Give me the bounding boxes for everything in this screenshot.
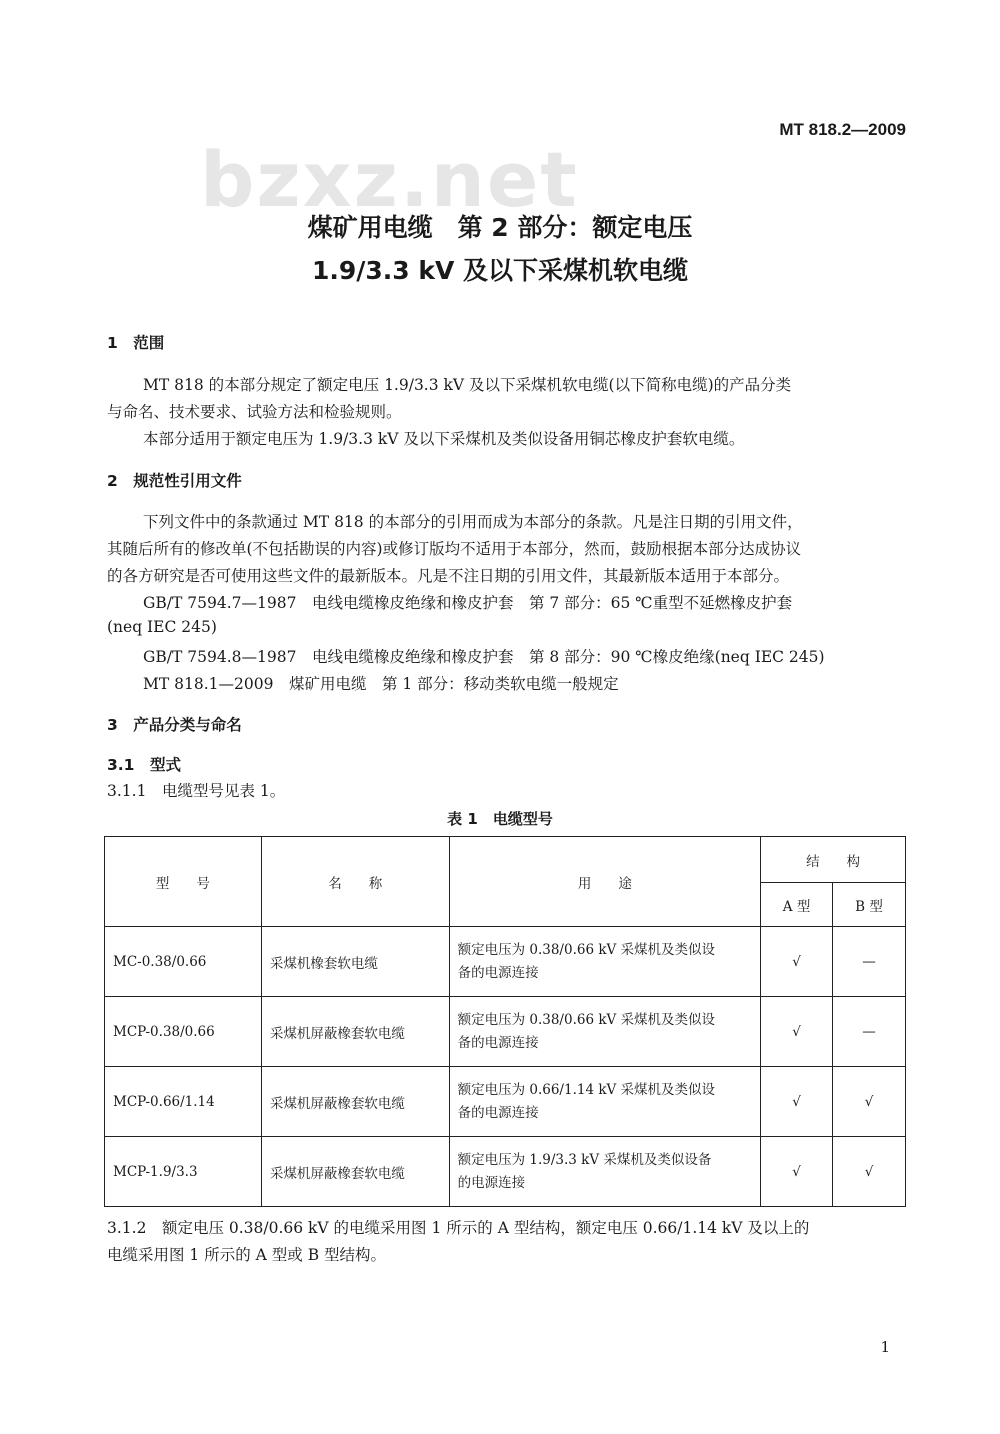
watermark: bzxz.net: [200, 135, 579, 224]
section-3-heading: 3 产品分类与命名: [107, 716, 242, 734]
reference-1-line1: GB/T 7594.7—1987 电线电缆橡皮绝缘和橡皮护套 第 7 部分：65 ℃重型不延燃橡皮护套: [143, 594, 793, 612]
cell-use: 额定电压为 0.38/0.66 kV 采煤机及类似设 备的电源连接: [449, 927, 761, 997]
cell-type-b: √: [833, 1067, 906, 1137]
section-2-para-line1: 下列文件中的条款通过 MT 818 的本部分的引用而成为本部分的条款。凡是注日期的引用文件，: [143, 513, 803, 531]
table-row: [105, 997, 906, 1067]
cell-use: 额定电压为 1.9/3.3 kV 采煤机及类似设备 的电源连接: [449, 1137, 761, 1207]
cell-use: 额定电压为 0.38/0.66 kV 采煤机及类似设 备的电源连接: [449, 997, 761, 1067]
table-row: [105, 1137, 906, 1207]
cell-model: MCP-0.66/1.14: [105, 1067, 262, 1137]
cell-name: 采煤机屏蔽橡套软电缆: [261, 1137, 449, 1207]
cell-name: 采煤机橡套软电缆: [261, 927, 449, 997]
cell-type-b: —: [833, 997, 906, 1067]
cell-type-a: √: [761, 1067, 833, 1137]
header-structure: 结 构: [761, 837, 906, 883]
cell-type-b: √: [833, 1137, 906, 1207]
cell-use: 额定电压为 0.66/1.14 kV 采煤机及类似设 备的电源连接: [449, 1067, 761, 1137]
clause-3-1-1: 3.1.1 电缆型号见表 1。: [107, 782, 286, 800]
reference-1-line2: (neq IEC 245): [107, 618, 217, 636]
cell-model: MCP-1.9/3.3: [105, 1137, 262, 1207]
cell-name: 采煤机屏蔽橡套软电缆: [261, 1067, 449, 1137]
cell-type-a: √: [761, 927, 833, 997]
cell-model: MC-0.38/0.66: [105, 927, 262, 997]
header-name: 名 称: [261, 837, 449, 927]
section-2-heading: 2 规范性引用文件: [107, 472, 242, 490]
cell-model: MCP-0.38/0.66: [105, 997, 262, 1067]
cell-type-b: —: [833, 927, 906, 997]
table-row: [105, 1067, 906, 1137]
section-1-para2: 本部分适用于额定电压为 1.9/3.3 kV 及以下采煤机及类似设备用铜芯橡皮护套软电缆。: [143, 430, 745, 448]
section-1-heading: 1 范围: [107, 334, 165, 352]
standard-code: MT 818.2—2009: [779, 120, 906, 139]
document-title-line2: 1.9/3.3 kV 及以下采煤机软电缆: [311, 256, 689, 285]
section-1-para1-line2: 与命名、技术要求、试验方法和检验规则。: [107, 403, 402, 421]
section-1-para1-line1: MT 818 的本部分规定了额定电压 1.9/3.3 kV 及以下采煤机软电缆(以下简称电缆)的产品分类: [143, 376, 792, 394]
cable-model-table: [104, 836, 906, 1207]
reference-2: GB/T 7594.8—1987 电线电缆橡皮绝缘和橡皮护套 第 8 部分：90 ℃橡皮绝缘(neq IEC 245): [143, 648, 825, 666]
section-2-para-line3: 的各方研究是否可使用这些文件的最新版本。凡是不注日期的引用文件，其最新版本适用于本部分。: [107, 567, 790, 585]
document-title-line1: 煤矿用电缆 第 2 部分：额定电压: [307, 213, 693, 242]
clause-3-1-2-line1: 3.1.2 额定电压 0.38/0.66 kV 的电缆采用图 1 所示的 A 型结构，额定电压 0.66/1.14 kV 及以上的: [107, 1219, 810, 1237]
header-type-b: B 型: [833, 883, 906, 927]
header-model: 型 号: [105, 837, 262, 927]
page-number: 1: [880, 1338, 890, 1356]
clause-3-1-2-line2: 电缆采用图 1 所示的 A 型或 B 型结构。: [107, 1246, 387, 1264]
table-caption: 表 1 电缆型号: [447, 810, 553, 828]
cell-type-a: √: [761, 997, 833, 1067]
header-use: 用 途: [449, 837, 761, 927]
cell-name: 采煤机屏蔽橡套软电缆: [261, 997, 449, 1067]
subsection-3-1-heading: 3.1 型式: [107, 756, 181, 774]
cell-type-a: √: [761, 1137, 833, 1207]
table-row: [105, 927, 906, 997]
header-type-a: A 型: [761, 883, 833, 927]
reference-3: MT 818.1—2009 煤矿用电缆 第 1 部分：移动类软电缆一般规定: [143, 675, 619, 693]
section-2-para-line2: 其随后所有的修改单(不包括勘误的内容)或修订版均不适用于本部分，然而，鼓励根据本部分达成协议: [107, 540, 802, 558]
